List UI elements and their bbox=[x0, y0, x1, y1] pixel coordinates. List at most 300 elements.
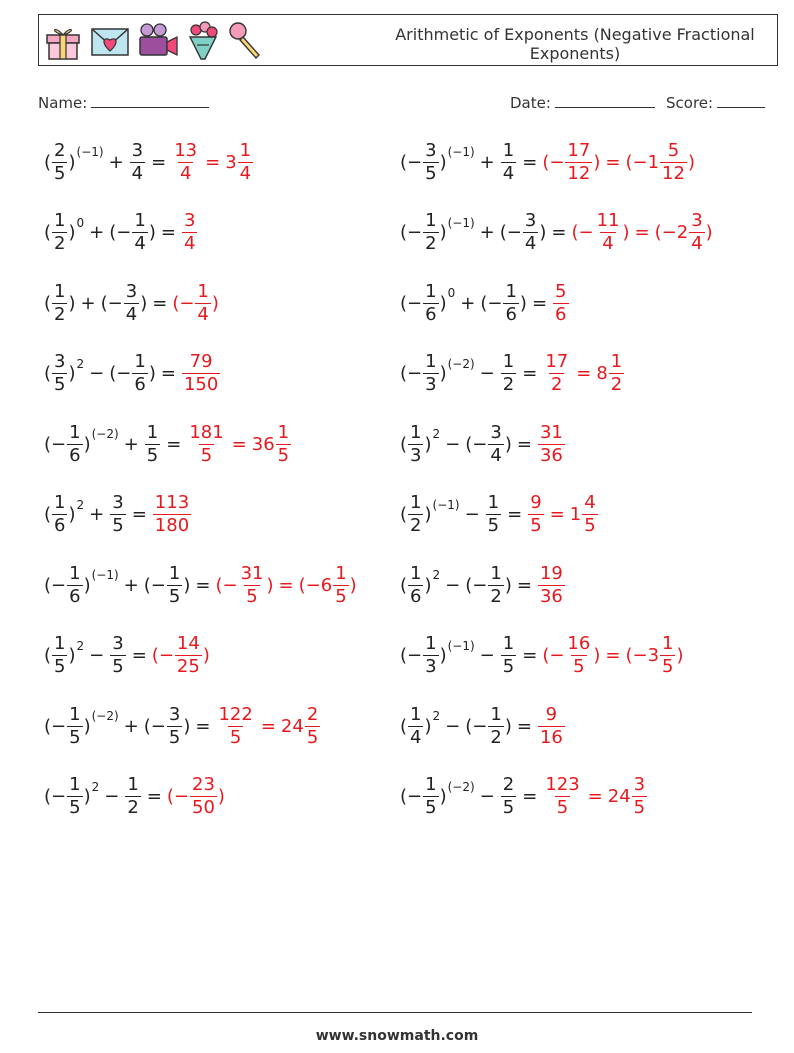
answer-fraction bbox=[182, 351, 220, 396]
operator: − bbox=[104, 786, 120, 807]
term2-fraction bbox=[110, 633, 125, 678]
open-paren: ( bbox=[400, 222, 408, 243]
close-paren: ) bbox=[504, 433, 512, 455]
denominator: 4 bbox=[197, 303, 209, 325]
term2-fraction bbox=[125, 774, 140, 819]
answer-open-paren: (− bbox=[571, 222, 594, 243]
mixed-open-paren: ( bbox=[625, 151, 633, 173]
denominator: 4 bbox=[183, 233, 196, 254]
mixed-whole: 3 bbox=[225, 151, 237, 173]
equals-sign: = bbox=[522, 363, 538, 384]
term1-exponent: (−2) bbox=[91, 709, 119, 723]
numerator: 9 bbox=[545, 703, 558, 725]
answer-close-paren: ) bbox=[593, 151, 601, 173]
mixed-whole: 8 bbox=[596, 363, 608, 384]
close-paren: ) bbox=[424, 715, 432, 737]
mixed-open-paren: ( bbox=[654, 222, 662, 243]
numerator: 3 bbox=[125, 280, 138, 302]
denominator: 150 bbox=[183, 374, 219, 395]
operator: + bbox=[89, 222, 105, 243]
denominator: 3 bbox=[425, 374, 437, 395]
denominator: 16 bbox=[539, 726, 563, 748]
term1-fraction bbox=[408, 492, 423, 537]
denominator: 5 bbox=[112, 656, 124, 677]
mixed-whole: 24 bbox=[280, 715, 304, 737]
equals-sign: = bbox=[516, 715, 532, 737]
term1-fraction bbox=[408, 563, 423, 608]
problem-p16 bbox=[400, 623, 684, 689]
denominator: 12 bbox=[662, 162, 685, 184]
denominator: 2 bbox=[490, 726, 502, 748]
operator: + bbox=[108, 151, 124, 173]
answer-fraction bbox=[543, 774, 581, 819]
answer-fraction bbox=[553, 281, 568, 326]
denominator: 4 bbox=[490, 444, 502, 466]
equals-sign: = bbox=[531, 292, 548, 314]
term1-fraction bbox=[408, 422, 423, 467]
open-paren: ( bbox=[143, 715, 151, 737]
denominator: 5 bbox=[306, 726, 319, 748]
answer-fraction bbox=[172, 140, 199, 185]
close-paren: ) bbox=[439, 645, 447, 666]
denominator: 5 bbox=[530, 515, 542, 536]
term1-exponent: (−2) bbox=[91, 427, 119, 441]
open-paren: ( bbox=[44, 222, 52, 243]
operator: + bbox=[479, 222, 495, 243]
term1-sign: − bbox=[51, 715, 67, 737]
numerator: 5 bbox=[555, 280, 567, 302]
numerator: 1 bbox=[502, 351, 515, 372]
answer bbox=[181, 351, 221, 396]
equals-sign: = bbox=[151, 151, 167, 173]
answer-open-paren: (− bbox=[542, 151, 565, 173]
equals-sign: = bbox=[551, 222, 567, 243]
numerator: 3 bbox=[691, 210, 703, 231]
term1-exponent: (−1) bbox=[447, 215, 475, 230]
denominator: 6 bbox=[555, 303, 567, 325]
open-paren: ( bbox=[44, 504, 52, 525]
date-blank[interactable] bbox=[555, 93, 655, 108]
denominator: 5 bbox=[335, 585, 347, 607]
term2-fraction bbox=[167, 563, 182, 608]
mixed-close-paren: ) bbox=[705, 222, 713, 243]
open-paren: ( bbox=[465, 433, 473, 455]
numerator: 3 bbox=[490, 421, 502, 443]
date-label: Date: bbox=[510, 94, 551, 112]
term2-sign: − bbox=[472, 715, 488, 737]
term2-sign: − bbox=[150, 715, 166, 737]
close-paren: ) bbox=[83, 715, 91, 737]
term1-fraction bbox=[52, 140, 67, 185]
denominator: 4 bbox=[524, 233, 537, 254]
term1-fraction bbox=[52, 281, 67, 326]
operator: − bbox=[89, 363, 105, 384]
operator: − bbox=[89, 645, 105, 666]
close-paren: ) bbox=[140, 292, 148, 314]
term1-fraction bbox=[67, 774, 82, 819]
numerator: 1 bbox=[425, 280, 437, 302]
numerator: 1 bbox=[425, 633, 437, 654]
denominator: 2 bbox=[551, 374, 563, 395]
answer-open-paren: (− bbox=[172, 292, 195, 314]
numerator: 1 bbox=[69, 703, 81, 725]
equals-sign: = bbox=[507, 504, 523, 525]
answer-equals-sign: = bbox=[231, 433, 247, 455]
denominator: 3 bbox=[410, 444, 422, 466]
problem-p12 bbox=[400, 482, 599, 548]
term2-fraction bbox=[488, 704, 503, 749]
numerator: 9 bbox=[530, 492, 542, 513]
equals-sign: = bbox=[146, 786, 162, 807]
numerator: 122 bbox=[218, 703, 253, 725]
denominator: 6 bbox=[425, 303, 437, 325]
term1-exponent: (−1) bbox=[447, 145, 475, 159]
open-paren: ( bbox=[109, 222, 117, 243]
denominator: 5 bbox=[633, 797, 646, 818]
term2-sign: − bbox=[487, 292, 503, 314]
term1-fraction bbox=[52, 492, 67, 537]
denominator: 4 bbox=[125, 303, 138, 325]
open-paren: ( bbox=[44, 786, 52, 807]
numerator: 1 bbox=[425, 351, 437, 372]
open-paren: ( bbox=[400, 363, 408, 384]
denominator: 5 bbox=[54, 162, 66, 184]
term1-exponent: 2 bbox=[91, 779, 100, 794]
term1-sign: − bbox=[51, 433, 67, 455]
answer bbox=[537, 704, 566, 749]
answer-close-paren: ) bbox=[622, 222, 630, 243]
close-paren: ) bbox=[68, 151, 76, 173]
term2-fraction bbox=[130, 140, 145, 185]
numerator: 123 bbox=[545, 774, 580, 795]
operator: + bbox=[89, 504, 105, 525]
numerator: 13 bbox=[174, 139, 198, 161]
term2-fraction bbox=[503, 281, 518, 326]
open-paren: ( bbox=[143, 574, 151, 596]
numerator: 5 bbox=[667, 139, 680, 161]
denominator: 5 bbox=[487, 515, 500, 536]
close-paren: ) bbox=[424, 574, 432, 596]
numerator: 1 bbox=[69, 774, 81, 795]
denominator: 6 bbox=[410, 585, 422, 607]
denominator: 180 bbox=[154, 515, 190, 536]
problem-p5 bbox=[44, 270, 219, 336]
mixed-fraction bbox=[660, 140, 687, 185]
term2-sign: − bbox=[472, 433, 488, 455]
numerator: 1 bbox=[662, 633, 674, 654]
answer bbox=[167, 774, 225, 819]
problem-p13 bbox=[44, 552, 357, 618]
numerator: 1 bbox=[69, 421, 81, 443]
denominator: 5 bbox=[168, 726, 181, 748]
denominator: 5 bbox=[229, 726, 242, 748]
denominator: 2 bbox=[490, 585, 502, 607]
problem-p17 bbox=[44, 693, 321, 759]
term2-fraction bbox=[501, 774, 516, 819]
close-paren: ) bbox=[439, 292, 447, 314]
term1-sign: − bbox=[407, 786, 423, 807]
denominator: 5 bbox=[200, 444, 213, 466]
term1-exponent: 2 bbox=[432, 568, 441, 582]
microphone-icon bbox=[227, 21, 263, 61]
mixed-fraction bbox=[609, 351, 624, 396]
close-paren: ) bbox=[148, 222, 156, 243]
denominator: 6 bbox=[134, 374, 146, 395]
answer-close-paren: ) bbox=[217, 786, 225, 807]
denominator: 6 bbox=[69, 585, 81, 607]
term2-fraction bbox=[145, 422, 160, 467]
numerator: 3 bbox=[183, 210, 196, 231]
denominator: 50 bbox=[192, 797, 215, 818]
answer-fraction bbox=[187, 422, 225, 467]
open-paren: ( bbox=[465, 715, 473, 737]
answer bbox=[542, 140, 695, 185]
answer bbox=[181, 210, 198, 255]
term1-fraction bbox=[67, 422, 82, 467]
numerator: 1 bbox=[239, 139, 252, 161]
operator: + bbox=[479, 151, 495, 173]
denominator: 2 bbox=[425, 233, 437, 254]
close-paren: ) bbox=[504, 715, 512, 737]
close-paren: ) bbox=[83, 574, 91, 596]
denominator: 4 bbox=[239, 162, 252, 184]
term1-fraction bbox=[423, 210, 438, 255]
denominator: 6 bbox=[69, 444, 81, 466]
answer-close-paren: ) bbox=[266, 574, 274, 596]
numerator: 3 bbox=[168, 703, 181, 725]
numerator: 1 bbox=[410, 421, 422, 443]
operator: − bbox=[479, 645, 495, 666]
open-paren: ( bbox=[400, 504, 408, 525]
problem-p20 bbox=[400, 764, 648, 830]
open-paren: ( bbox=[44, 292, 52, 314]
answer-fraction bbox=[543, 351, 570, 396]
term1-sign: − bbox=[407, 645, 423, 666]
denominator: 4 bbox=[502, 162, 515, 184]
problem-p3 bbox=[44, 200, 198, 266]
denominator: 5 bbox=[69, 797, 81, 818]
term1-sign: − bbox=[407, 222, 423, 243]
close-paren: ) bbox=[83, 433, 91, 455]
score-field bbox=[666, 93, 765, 112]
answer bbox=[542, 633, 683, 678]
numerator: 1 bbox=[487, 492, 500, 513]
denominator: 4 bbox=[131, 162, 144, 184]
denominator: 3 bbox=[425, 656, 437, 677]
answer-fraction bbox=[239, 563, 266, 608]
problem-p2 bbox=[400, 129, 695, 195]
open-paren: ( bbox=[109, 363, 117, 384]
denominator: 5 bbox=[573, 656, 585, 677]
mixed-close-paren: ) bbox=[687, 151, 695, 173]
equals-sign: = bbox=[516, 574, 532, 596]
numerator: 1 bbox=[54, 210, 66, 231]
answer-fraction bbox=[175, 633, 202, 678]
answer bbox=[186, 422, 292, 467]
equals-sign: = bbox=[522, 645, 538, 666]
problem-p15 bbox=[44, 623, 210, 689]
open-paren: ( bbox=[465, 574, 473, 596]
numerator: 1 bbox=[425, 774, 437, 795]
answer-equals-sign: = bbox=[605, 151, 621, 173]
operator: + bbox=[80, 292, 96, 314]
numerator: 17 bbox=[567, 139, 591, 161]
denominator: 5 bbox=[54, 656, 66, 677]
name-field bbox=[38, 93, 209, 112]
denominator: 5 bbox=[146, 444, 159, 466]
open-paren: ( bbox=[400, 786, 408, 807]
equals-sign: = bbox=[160, 222, 176, 243]
close-paren: ) bbox=[439, 222, 447, 243]
term2-fraction bbox=[488, 563, 503, 608]
term1-exponent: (−1) bbox=[76, 145, 104, 159]
term2-sign: − bbox=[116, 222, 132, 243]
close-paren: ) bbox=[148, 363, 156, 384]
mixed-close-paren: ) bbox=[349, 574, 357, 596]
equals-sign: = bbox=[195, 574, 211, 596]
video-camera-icon bbox=[137, 21, 179, 61]
mixed-fraction bbox=[305, 704, 320, 749]
denominator: 4 bbox=[179, 162, 192, 184]
problem-p6 bbox=[400, 270, 570, 336]
close-paren: ) bbox=[424, 504, 432, 525]
term2-sign: − bbox=[107, 292, 123, 314]
numerator: 1 bbox=[69, 562, 81, 584]
numerator: 79 bbox=[189, 351, 213, 372]
close-paren: ) bbox=[539, 222, 547, 243]
open-paren: ( bbox=[44, 645, 52, 666]
numerator: 3 bbox=[112, 492, 124, 513]
mixed-fraction bbox=[632, 774, 647, 819]
equals-sign: = bbox=[152, 292, 168, 314]
mixed-fraction bbox=[582, 492, 597, 537]
term1-fraction bbox=[52, 210, 67, 255]
answer-fraction bbox=[528, 492, 543, 537]
name-blank[interactable] bbox=[91, 93, 209, 108]
score-blank[interactable] bbox=[717, 93, 765, 108]
answer-fraction bbox=[182, 210, 197, 255]
numerator: 1 bbox=[197, 280, 209, 302]
term1-exponent: 2 bbox=[76, 356, 85, 371]
term1-fraction bbox=[423, 140, 438, 185]
term2-fraction bbox=[501, 140, 516, 185]
problem-p4 bbox=[400, 200, 713, 266]
numerator: 1 bbox=[134, 351, 146, 372]
term1-exponent: 2 bbox=[76, 497, 85, 512]
denominator: 6 bbox=[505, 303, 517, 325]
denominator: 5 bbox=[425, 162, 437, 184]
denominator: 4 bbox=[602, 233, 614, 254]
term1-sign: − bbox=[51, 786, 67, 807]
numerator: 1 bbox=[134, 210, 146, 231]
operator: − bbox=[445, 715, 461, 737]
answer bbox=[215, 704, 321, 749]
mixed-whole: −1 bbox=[632, 151, 660, 173]
numerator: 1 bbox=[490, 562, 502, 584]
numerator: 1 bbox=[502, 633, 515, 654]
answer bbox=[542, 774, 648, 819]
open-paren: ( bbox=[499, 222, 507, 243]
term1-fraction bbox=[52, 633, 67, 678]
term2-fraction bbox=[110, 492, 125, 537]
equals-sign: = bbox=[516, 433, 532, 455]
answer-fraction bbox=[538, 563, 565, 608]
denominator: 5 bbox=[584, 515, 596, 536]
term1-fraction bbox=[67, 563, 82, 608]
numerator: 1 bbox=[127, 774, 139, 795]
open-paren: ( bbox=[480, 292, 488, 314]
answer bbox=[552, 281, 569, 326]
answer bbox=[542, 351, 625, 396]
answer bbox=[537, 563, 566, 608]
numerator: 1 bbox=[54, 280, 66, 302]
problem-p9 bbox=[44, 411, 292, 477]
term1-exponent: 2 bbox=[76, 638, 85, 653]
numerator: 3 bbox=[131, 139, 144, 161]
mixed-fraction bbox=[276, 422, 291, 467]
close-paren: ) bbox=[519, 292, 527, 314]
equals-sign: = bbox=[131, 645, 147, 666]
numerator: 3 bbox=[54, 351, 66, 372]
answer-open-paren: (− bbox=[151, 645, 174, 666]
term1-sign: − bbox=[407, 363, 423, 384]
answer bbox=[527, 492, 598, 537]
close-paren: ) bbox=[83, 786, 91, 807]
answer-close-paren: ) bbox=[593, 645, 601, 666]
open-paren: ( bbox=[400, 715, 408, 737]
score-label: Score: bbox=[666, 94, 714, 112]
answer bbox=[172, 281, 219, 326]
answer bbox=[171, 140, 254, 185]
answer-fraction bbox=[538, 422, 565, 467]
open-paren: ( bbox=[44, 715, 52, 737]
numerator: 3 bbox=[425, 139, 437, 161]
term2-fraction bbox=[488, 422, 503, 467]
numerator: 1 bbox=[502, 139, 515, 161]
answer bbox=[571, 210, 712, 255]
answer-equals-sign: = bbox=[587, 786, 603, 807]
term2-sign: − bbox=[150, 574, 166, 596]
denominator: 5 bbox=[556, 797, 569, 818]
numerator: 1 bbox=[425, 210, 437, 231]
term2-sign: − bbox=[116, 363, 132, 384]
mixed-close-paren: ) bbox=[676, 645, 684, 666]
term1-exponent: (−1) bbox=[91, 568, 119, 582]
worksheet-header bbox=[38, 14, 778, 66]
problem-p1 bbox=[44, 129, 254, 195]
term2-fraction bbox=[167, 704, 182, 749]
header-icons bbox=[43, 19, 263, 63]
numerator: 1 bbox=[610, 351, 623, 372]
answer-fraction bbox=[190, 774, 217, 819]
love-letter-icon bbox=[89, 21, 131, 61]
numerator: 3 bbox=[633, 774, 646, 795]
denominator: 5 bbox=[502, 656, 515, 677]
close-paren: ) bbox=[439, 786, 447, 807]
close-paren: ) bbox=[504, 574, 512, 596]
numerator: 1 bbox=[410, 562, 422, 584]
equals-sign: = bbox=[131, 504, 147, 525]
denominator: 5 bbox=[246, 585, 258, 607]
numerator: 4 bbox=[584, 492, 596, 513]
denominator: 36 bbox=[539, 585, 563, 607]
denominator: 5 bbox=[502, 797, 515, 818]
term1-fraction bbox=[67, 704, 82, 749]
close-paren: ) bbox=[424, 433, 432, 455]
mixed-fraction bbox=[660, 633, 675, 678]
problem-p18 bbox=[400, 693, 566, 759]
answer-fraction bbox=[595, 210, 622, 255]
